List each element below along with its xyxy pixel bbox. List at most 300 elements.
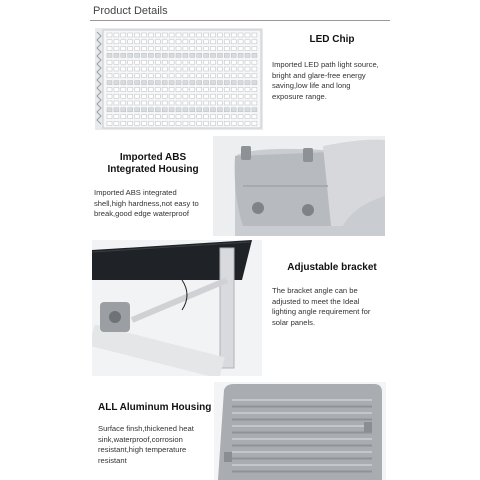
led-chip-cell [245,108,250,112]
led-chip-cell [238,101,243,105]
led-chip-cell [224,67,229,71]
led-chip-cell [162,74,167,78]
led-chip-cell [148,53,153,57]
led-chip-cell [169,81,174,85]
led-chip-cell [231,47,236,51]
led-chip-cell [121,87,126,91]
led-chip-cell [231,81,236,85]
led-chip-cell [148,40,153,44]
led-chip-cell [107,87,112,91]
led-chip-cell [231,94,236,98]
product-details-header [0,0,480,22]
led-chip-cell [245,115,250,119]
led-chip-cell [162,115,167,119]
led-chip-cell [128,67,133,71]
led-chip-cell [197,33,202,37]
led-chip-cell [114,74,119,78]
aluminum-housing-heading: ALL Aluminum Housing [98,402,212,413]
led-chip-cell [238,67,243,71]
led-chip-cell [107,60,112,64]
led-chip-cell [183,67,188,71]
led-chip-cell [190,87,195,91]
abs-housing-desc: Imported ABS integrated shell,high hardness,not easy to break,good edge waterproof [94,188,199,218]
led-chip-cell [169,101,174,105]
led-chip-cell [197,74,202,78]
led-chip-cell [204,67,209,71]
led-chip-cell [211,53,216,57]
led-chip-cell [204,33,209,37]
led-array-graphic [95,28,263,130]
led-chip-cell [114,101,119,105]
led-chip-cell [190,108,195,112]
led-chip-cell [231,60,236,64]
led-chip-cell [169,87,174,91]
led-chip-cell [121,60,126,64]
led-chip-cell [252,60,257,64]
led-chip-cell [148,87,153,91]
led-chip-cell [231,87,236,91]
led-chip-cell [197,121,202,125]
led-chip-cell [107,108,112,112]
led-chip-cell [238,115,243,119]
led-chip-cell [121,74,126,78]
led-chip-cell [224,33,229,37]
led-chip-cell [121,101,126,105]
led-chip-cell [169,40,174,44]
led-chip-cell [224,87,229,91]
led-chip-cell [231,53,236,57]
led-chip-cell [190,121,195,125]
led-chip-cell [142,115,147,119]
led-chip-cell [211,67,216,71]
led-chip-cell [204,53,209,57]
led-chip-cell [107,47,112,51]
led-chip-text [272,34,392,114]
led-chip-cell [245,121,250,125]
led-chip-cell [135,101,140,105]
led-chip-cell [128,115,133,119]
led-chip-cell [238,121,243,125]
led-chip-cell [121,81,126,85]
led-chip-cell [155,40,160,44]
led-chip-cell [176,67,181,71]
led-chip-cell [169,53,174,57]
led-chip-cell [204,115,209,119]
led-chip-cell [135,40,140,44]
led-chip-cell [252,47,257,51]
led-chip-cell [121,67,126,71]
led-chip-cell [155,121,160,125]
led-chip-cell [211,121,216,125]
led-chip-cell [197,67,202,71]
led-chip-cell [155,33,160,37]
led-chip-cell [128,47,133,51]
led-chip-cell [135,94,140,98]
led-chip-cell [224,40,229,44]
led-chip-cell [245,74,250,78]
abs-housing-text [94,152,212,222]
led-chip-cell [190,60,195,64]
led-chip-cell [252,33,257,37]
led-chip-cell [121,53,126,57]
led-chip-cell [176,60,181,64]
led-chip-cell [128,40,133,44]
led-chip-cell [128,101,133,105]
led-chip-cell [142,94,147,98]
led-chip-cell [183,53,188,57]
page-title: Product Details [93,5,168,17]
led-chip-cell [162,47,167,51]
led-chip-cell [197,53,202,57]
led-chip-cell [176,53,181,57]
led-chip-cell [128,94,133,98]
led-chip-cell [107,33,112,37]
led-chip-cell [211,101,216,105]
led-chip-cell [183,121,188,125]
led-chip-cell [114,121,119,125]
led-chip-cell [224,47,229,51]
led-chip-cell [252,94,257,98]
led-chip-cell [217,33,222,37]
led-chip-cell [176,101,181,105]
led-chip-cell [204,121,209,125]
led-chip-cell [252,115,257,119]
led-chip-cell [135,87,140,91]
led-chip-cell [176,94,181,98]
led-chip-cell [231,121,236,125]
led-chip-cell [107,94,112,98]
led-chip-cell [114,47,119,51]
led-chip-cell [224,115,229,119]
led-chip-cell [190,67,195,71]
led-chip-cell [169,60,174,64]
led-chip-cell [245,94,250,98]
led-chip-cell [204,81,209,85]
led-chip-cell [142,87,147,91]
led-chip-cell [217,87,222,91]
led-chip-cell [252,40,257,44]
housing-graphic [213,136,385,236]
led-chip-cell [135,67,140,71]
aluminum-housing-text [98,402,214,472]
led-chip-cell [107,53,112,57]
led-chip-cell [197,47,202,51]
led-chip-cell [224,121,229,125]
led-chip-cell [142,47,147,51]
led-chip-cell [135,81,140,85]
led-chip-cell [211,47,216,51]
led-chip-cell [217,53,222,57]
led-chip-cell [155,81,160,85]
led-chip-cell [114,53,119,57]
led-chip-cell [114,115,119,119]
bracket-heading: Adjustable bracket [287,262,377,273]
led-chip-cell [176,87,181,91]
led-chip-cell [135,33,140,37]
led-chip-cell [121,108,126,112]
led-chip-cell [231,40,236,44]
led-chip-cell [183,74,188,78]
led-chip-cell [135,47,140,51]
bracket-image [92,240,262,376]
led-chip-cell [245,67,250,71]
led-chip-cell [142,101,147,105]
led-chip-cell [217,74,222,78]
led-chip-cell [252,87,257,91]
led-chip-cell [197,81,202,85]
led-chip-cell [155,108,160,112]
led-chip-cell [148,101,153,105]
led-chip-cell [155,47,160,51]
led-chip-cell [211,33,216,37]
led-chip-cell [176,33,181,37]
led-chip-cell [238,87,243,91]
led-chip-cell [197,94,202,98]
led-chip-cell [217,115,222,119]
led-chip-cell [114,60,119,64]
led-chip-cell [217,60,222,64]
led-chip-cell [211,40,216,44]
header-divider [90,20,390,21]
led-chip-cell [169,33,174,37]
led-chip-cell [176,115,181,119]
led-chip-cell [142,40,147,44]
led-chip-cell [183,87,188,91]
led-chip-cell [114,67,119,71]
led-chip-cell [252,74,257,78]
led-chip-cell [121,115,126,119]
heatsink-graphic [214,382,386,480]
led-chip-cell [128,74,133,78]
led-chip-cell [217,121,222,125]
led-chip-cell [148,74,153,78]
led-chip-cell [169,115,174,119]
led-chip-cell [162,81,167,85]
led-chip-cell [135,60,140,64]
led-chip-cell [183,40,188,44]
led-chip-cell [148,115,153,119]
led-chip-cell [121,94,126,98]
led-chip-cell [162,53,167,57]
led-chip-cell [231,108,236,112]
led-chip-cell [231,101,236,105]
bracket-desc: The bracket angle can be adjusted to meet the Ideal lighting angle requirement for solar panels. [272,286,371,327]
led-chip-cell [135,53,140,57]
led-chip-cell [197,60,202,64]
led-chip-cell [217,67,222,71]
led-chip-cell [162,60,167,64]
led-chip-cell [107,115,112,119]
led-chip-cell [245,40,250,44]
led-chip-cell [169,47,174,51]
led-chip-cell [217,81,222,85]
led-chip-cell [211,74,216,78]
led-chip-cell [114,87,119,91]
led-chip-cell [204,108,209,112]
led-chip-cell [238,40,243,44]
led-chip-cell [204,60,209,64]
led-chip-cell [176,40,181,44]
led-chip-cell [204,101,209,105]
bracket-text [272,262,392,342]
led-chip-cell [107,40,112,44]
aluminum-housing-desc: Surface finsh,thickened heat sink,waterproof,corrosion resistant,high temperature resistant [98,424,194,465]
led-chip-cell [224,60,229,64]
led-chip-cell [252,67,257,71]
led-chip-cell [114,81,119,85]
led-chip-cell [183,94,188,98]
led-chip-cell [162,94,167,98]
led-chip-cell [142,33,147,37]
led-chip-cell [197,87,202,91]
led-chip-cell [190,47,195,51]
led-chip-cell [142,108,147,112]
led-chip-cell [128,81,133,85]
led-chip-cell [176,74,181,78]
led-chip-cell [217,47,222,51]
led-chip-cell [162,101,167,105]
led-chip-cell [176,47,181,51]
led-chip-cell [114,33,119,37]
led-chip-cell [238,47,243,51]
led-chip-cell [204,47,209,51]
led-chip-cell [135,74,140,78]
led-chip-cell [204,74,209,78]
led-chip-cell [238,108,243,112]
led-chip-cell [217,40,222,44]
led-chip-cell [245,47,250,51]
led-chip-cell [211,94,216,98]
aluminum-housing-image [214,382,386,480]
led-chip-cell [107,121,112,125]
led-chip-cell [231,67,236,71]
led-chip-cell [238,74,243,78]
led-chip-cell [148,81,153,85]
led-chip-cell [114,108,119,112]
led-chip-cell [197,101,202,105]
abs-housing-heading: Imported ABS Integrated Housing [107,152,199,175]
led-chip-cell [224,74,229,78]
led-chip-cell [155,53,160,57]
led-chip-cell [155,115,160,119]
led-chip-cell [190,74,195,78]
led-chip-cell [245,101,250,105]
led-chip-desc: Imported LED path light source, bright and glare-free energy saving,low life and long exposure range. [272,60,379,101]
led-chip-cell [190,40,195,44]
led-chip-cell [217,101,222,105]
led-chip-cell [155,74,160,78]
led-chip-cell [148,121,153,125]
led-chip-cell [148,33,153,37]
led-chip-cell [211,81,216,85]
led-chip-cell [148,67,153,71]
led-chip-cell [128,87,133,91]
led-chip-cell [245,33,250,37]
led-chip-cell [162,67,167,71]
led-chip-cell [107,81,112,85]
led-chip-cell [204,94,209,98]
led-chip-cell [245,87,250,91]
led-chip-cell [211,108,216,112]
led-chip-cell [211,87,216,91]
led-chip-cell [245,60,250,64]
led-chip-cell [107,67,112,71]
led-chip-cell [121,121,126,125]
led-chip-cell [183,33,188,37]
led-chip-cell [148,47,153,51]
led-chip-cell [114,94,119,98]
bracket-graphic [92,240,262,376]
led-chip-cell [155,67,160,71]
led-chip-cell [128,108,133,112]
led-chip-cell [183,101,188,105]
led-chip-cell [121,47,126,51]
led-chip-cell [224,53,229,57]
led-chip-cell [190,101,195,105]
led-chip-cell [183,108,188,112]
led-chip-cell [190,94,195,98]
led-chip-cell [128,60,133,64]
led-chip-cell [155,101,160,105]
led-chip-cell [183,47,188,51]
led-chip-cell [252,108,257,112]
led-chip-cell [142,60,147,64]
led-chip-cell [190,33,195,37]
led-chip-cell [176,121,181,125]
led-chip-cell [162,108,167,112]
led-chip-cell [142,53,147,57]
led-chip-cell [252,53,257,57]
led-chip-cell [176,108,181,112]
led-chip-cell [190,81,195,85]
led-chip-cell [148,108,153,112]
led-chip-cell [162,87,167,91]
led-chip-cell [238,81,243,85]
led-chip-cell [183,115,188,119]
led-chip-cell [142,74,147,78]
led-chip-cell [204,87,209,91]
led-chip-cell [224,81,229,85]
abs-housing-image [213,136,385,236]
led-chip-cell [190,53,195,57]
led-chip-cell [224,94,229,98]
led-chip-cell [128,33,133,37]
led-chip-cell [155,60,160,64]
led-chip-cell [231,33,236,37]
led-chip-cell [224,101,229,105]
led-chip-cell [238,53,243,57]
led-chip-cell [142,81,147,85]
led-chip-cell [107,74,112,78]
led-chip-cell [197,108,202,112]
led-chip-heading: LED Chip [309,34,355,45]
led-chip-cell [238,94,243,98]
led-chip-cell [169,67,174,71]
led-chip-cell [238,33,243,37]
led-chip-cell [135,108,140,112]
led-chip-cell [148,94,153,98]
led-chip-cell [148,60,153,64]
led-chip-cell [121,40,126,44]
led-chip-cell [183,81,188,85]
led-chip-cell [162,121,167,125]
led-chip-cell [135,121,140,125]
led-chip-cell [155,94,160,98]
led-chip-cell [169,121,174,125]
led-chip-cell [162,40,167,44]
led-chip-cell [252,81,257,85]
led-chip-cell [176,81,181,85]
